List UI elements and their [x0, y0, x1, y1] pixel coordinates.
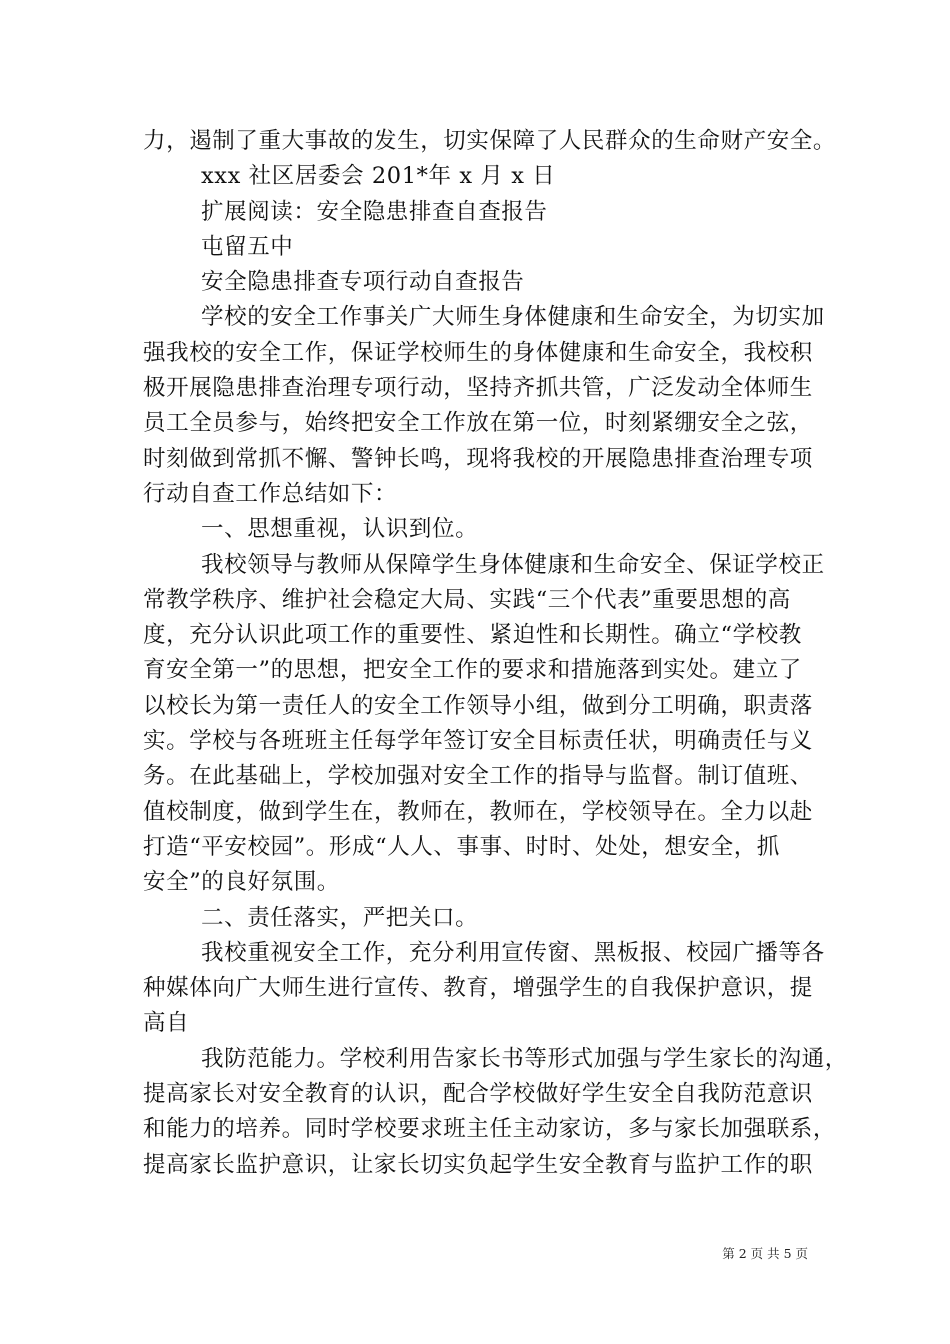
text-line: 我校领导与教师从保障学生身体健康和生命安全、保证学校正	[201, 551, 825, 578]
text-line: 强我校的安全工作，保证学校师生的身体健康和生命安全，我校积	[143, 339, 813, 366]
text-line: 提高家长监护意识，让家长切实负起学生安全教育与监护工作的职	[143, 1151, 813, 1178]
text-line: 以校长为第一责任人的安全工作领导小组，做到分工明确，职责落	[143, 692, 813, 719]
text-line: 一、思想重视，认识到位。	[201, 516, 479, 543]
document-body	[143, 124, 848, 1183]
text-line: 我防范能力。学校利用告家长书等形式加强与学生家长的沟通，	[201, 1045, 848, 1072]
text-line: 扩展阅读：安全隐患排查自查报告	[201, 198, 548, 225]
text-line: 实。学校与各班班主任每学年签订安全目标责任状，明确责任与义	[143, 728, 813, 755]
text-line: 务。在此基础上，学校加强对安全工作的指导与监督。制订值班、	[143, 763, 813, 790]
text-line: xxx 社区居委会 201*年 x 月 x 日	[201, 163, 556, 190]
text-line: 值校制度，做到学生在，教师在，教师在，学校领导在。全力以赴	[143, 798, 813, 825]
text-line: 安全隐患排查专项行动自查报告	[201, 269, 525, 296]
text-line: 安全”的良好氛围。	[143, 869, 340, 896]
text-line: 极开展隐患排查治理专项行动，坚持齐抓共管，广泛发动全体师生	[143, 375, 813, 402]
text-line: 行动自查工作总结如下：	[143, 480, 398, 507]
page-number: 第 2 页 共 5 页	[722, 1246, 808, 1261]
text-line: 和能力的培养。同时学校要求班主任主动家访，多与家长加强联系，	[143, 1116, 837, 1143]
text-line: 种媒体向广大师生进行宣传、教育，增强学生的自我保护意识，提	[143, 975, 813, 1002]
text-line: 我校重视安全工作，充分利用宣传窗、黑板报、校园广播等各	[201, 939, 825, 966]
text-line: 提高家长对安全教育的认识，配合学校做好学生安全自我防范意识	[143, 1081, 813, 1108]
text-line: 高自	[143, 1010, 190, 1037]
text-line: 力，遏制了重大事故的发生，切实保障了人民群众的生命财产安全。	[143, 128, 837, 154]
text-line: 时刻做到常抓不懈、警钟长鸣，现将我校的开展隐患排查治理专项	[143, 445, 813, 472]
text-line: 度，充分认识此项工作的重要性、紧迫性和长期性。确立“学校教	[143, 622, 802, 649]
text-line: 常教学秩序、维护社会稳定大局、实践“三个代表”重要思想的高	[143, 586, 791, 613]
text-line: 学校的安全工作事关广大师生身体健康和生命安全，为切实加	[201, 304, 825, 331]
text-line: 育安全第一”的思想，把安全工作的要求和措施落到实处。建立了	[143, 657, 802, 684]
text-line: 打造“平安校园”。形成“人人、事事、时时、处处，想安全，抓	[143, 833, 780, 860]
text-line: 屯留五中	[201, 233, 294, 260]
text-line: 员工全员参与，始终把安全工作放在第一位，时刻紧绷安全之弦，	[143, 410, 813, 437]
text-line: 二、责任落实，严把关口。	[201, 904, 479, 931]
